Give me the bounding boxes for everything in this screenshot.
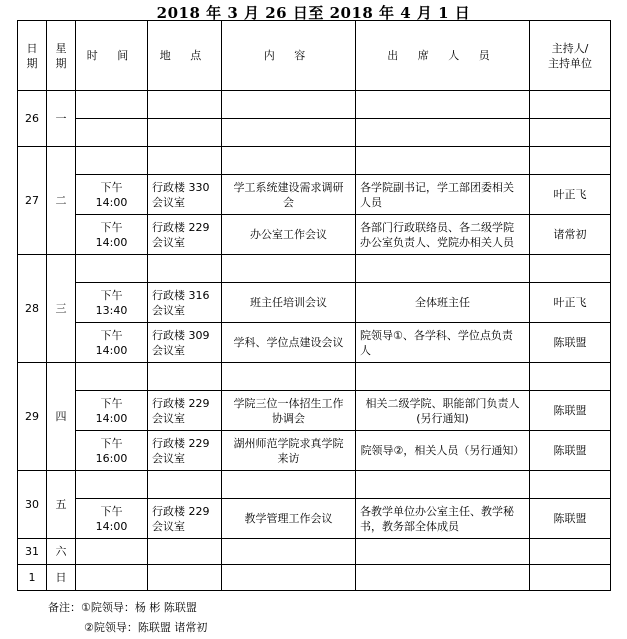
weekday-cell: 二 [47, 147, 76, 255]
note-line-2: ②院领导：陈联盟 诸常初 [84, 621, 208, 634]
empty-cell [222, 539, 356, 565]
table-row [18, 91, 611, 119]
event-host: 陈联盟 [530, 431, 611, 471]
empty-cell [222, 119, 356, 147]
empty-cell [222, 471, 356, 499]
date-cell: 26 [18, 91, 47, 147]
empty-cell [356, 147, 530, 175]
event-host: 陈联盟 [530, 391, 611, 431]
event-content: 学工系统建设需求调研 会 [222, 175, 356, 215]
event-place: 行政楼 229 会议室 [148, 391, 222, 431]
event-attendees: 各部门行政联络员、各二级学院 办公室负责人、党院办相关人员 [356, 215, 530, 255]
empty-cell [530, 147, 611, 175]
header-weekday-l1: 星 [55, 41, 67, 55]
header-weekday [47, 21, 76, 91]
empty-cell [356, 471, 530, 499]
event-time: 下午 13:40 [76, 283, 148, 323]
empty-cell [530, 255, 611, 283]
header-weekday-l2: 期 [55, 56, 67, 70]
table-row [18, 119, 611, 147]
empty-cell [356, 255, 530, 283]
table-row [18, 565, 611, 591]
event-time: 下午 14:00 [76, 175, 148, 215]
weekday-cell: 四 [47, 363, 76, 471]
event-attendees: 院领导①、各学科、学位点负责 人 [356, 323, 530, 363]
page-title: 2018 年 3 月 26 日至 2018 年 4 月 1 日 [156, 4, 471, 22]
event-attendees: 院领导②，相关人员（另行通知） [356, 431, 530, 471]
empty-cell [356, 363, 530, 391]
event-host: 叶正飞 [530, 283, 611, 323]
empty-cell [148, 255, 222, 283]
event-content: 办公室工作会议 [222, 215, 356, 255]
header-place: 地 点 [148, 21, 222, 91]
event-row [18, 175, 611, 215]
weekday-cell: 五 [47, 471, 76, 539]
event-content: 学院三位一体招生工作 协调会 [222, 391, 356, 431]
header-date-l1: 日 [26, 41, 38, 55]
date-cell: 28 [18, 255, 47, 363]
header-date-l2: 期 [26, 56, 38, 70]
empty-cell [530, 539, 611, 565]
empty-cell [530, 363, 611, 391]
event-place: 行政楼 330 会议室 [148, 175, 222, 215]
event-place: 行政楼 309 会议室 [148, 323, 222, 363]
empty-cell [356, 565, 530, 591]
empty-cell [222, 91, 356, 119]
event-time: 下午 14:00 [76, 499, 148, 539]
empty-cell [76, 565, 148, 591]
empty-cell [76, 119, 148, 147]
date-cell: 31 [18, 539, 47, 565]
event-host: 陈联盟 [530, 323, 611, 363]
event-attendees: 相关二级学院、职能部门负责人 (另行通知) [356, 391, 530, 431]
header-host-l1: 主持人/ [551, 41, 589, 55]
schedule-table [17, 20, 611, 591]
weekday-cell: 三 [47, 255, 76, 363]
empty-cell [356, 539, 530, 565]
header-attendees: 出 席 人 员 [356, 21, 530, 91]
event-row [18, 283, 611, 323]
notes [48, 598, 207, 638]
empty-cell [76, 147, 148, 175]
table-row [18, 147, 611, 175]
header-content: 内 容 [222, 21, 356, 91]
event-row [18, 391, 611, 431]
empty-cell [530, 91, 611, 119]
event-content: 湖州师范学院求真学院 来访 [222, 431, 356, 471]
event-host: 诸常初 [530, 215, 611, 255]
empty-cell [222, 147, 356, 175]
event-time: 下午 14:00 [76, 323, 148, 363]
table-row [18, 471, 611, 499]
table-row [18, 539, 611, 565]
event-place: 行政楼 229 会议室 [148, 431, 222, 471]
event-content: 班主任培训会议 [222, 283, 356, 323]
table-row [18, 363, 611, 391]
event-host: 叶正飞 [530, 175, 611, 215]
event-host: 陈联盟 [530, 499, 611, 539]
event-time: 下午 14:00 [76, 215, 148, 255]
date-cell: 27 [18, 147, 47, 255]
empty-cell [148, 565, 222, 591]
header-host [530, 21, 611, 91]
event-attendees: 各学院副书记，学工部团委相关 人员 [356, 175, 530, 215]
empty-cell [148, 91, 222, 119]
empty-cell [148, 471, 222, 499]
date-cell: 29 [18, 363, 47, 471]
weekday-cell: 六 [47, 539, 76, 565]
event-row [18, 431, 611, 471]
event-time: 下午 14:00 [76, 391, 148, 431]
empty-cell [148, 147, 222, 175]
empty-cell [76, 255, 148, 283]
table-row [18, 255, 611, 283]
empty-cell [530, 471, 611, 499]
empty-cell [356, 119, 530, 147]
event-content: 教学管理工作会议 [222, 499, 356, 539]
weekday-cell: 日 [47, 565, 76, 591]
event-time: 下午 16:00 [76, 431, 148, 471]
event-row [18, 323, 611, 363]
empty-cell [148, 363, 222, 391]
event-place: 行政楼 316 会议室 [148, 283, 222, 323]
empty-cell [76, 471, 148, 499]
weekday-cell: 一 [47, 91, 76, 147]
empty-cell [76, 539, 148, 565]
empty-cell [76, 91, 148, 119]
header-row [18, 21, 611, 91]
header-date [18, 21, 47, 91]
note-line-1: 备注：①院领导：杨 彬 陈联盟 [48, 601, 197, 614]
empty-cell [530, 565, 611, 591]
empty-cell [148, 119, 222, 147]
event-content: 学科、学位点建设会议 [222, 323, 356, 363]
date-cell: 1 [18, 565, 47, 591]
empty-cell [530, 119, 611, 147]
empty-cell [76, 363, 148, 391]
empty-cell [222, 565, 356, 591]
date-cell: 30 [18, 471, 47, 539]
empty-cell [222, 255, 356, 283]
empty-cell [222, 363, 356, 391]
empty-cell [356, 91, 530, 119]
event-place: 行政楼 229 会议室 [148, 499, 222, 539]
event-row [18, 215, 611, 255]
event-attendees: 各教学单位办公室主任、教学秘 书，教务部全体成员 [356, 499, 530, 539]
header-time: 时 间 [76, 21, 148, 91]
event-row [18, 499, 611, 539]
event-place: 行政楼 229 会议室 [148, 215, 222, 255]
header-host-l2: 主持单位 [548, 56, 592, 70]
event-attendees: 全体班主任 [356, 283, 530, 323]
empty-cell [148, 539, 222, 565]
